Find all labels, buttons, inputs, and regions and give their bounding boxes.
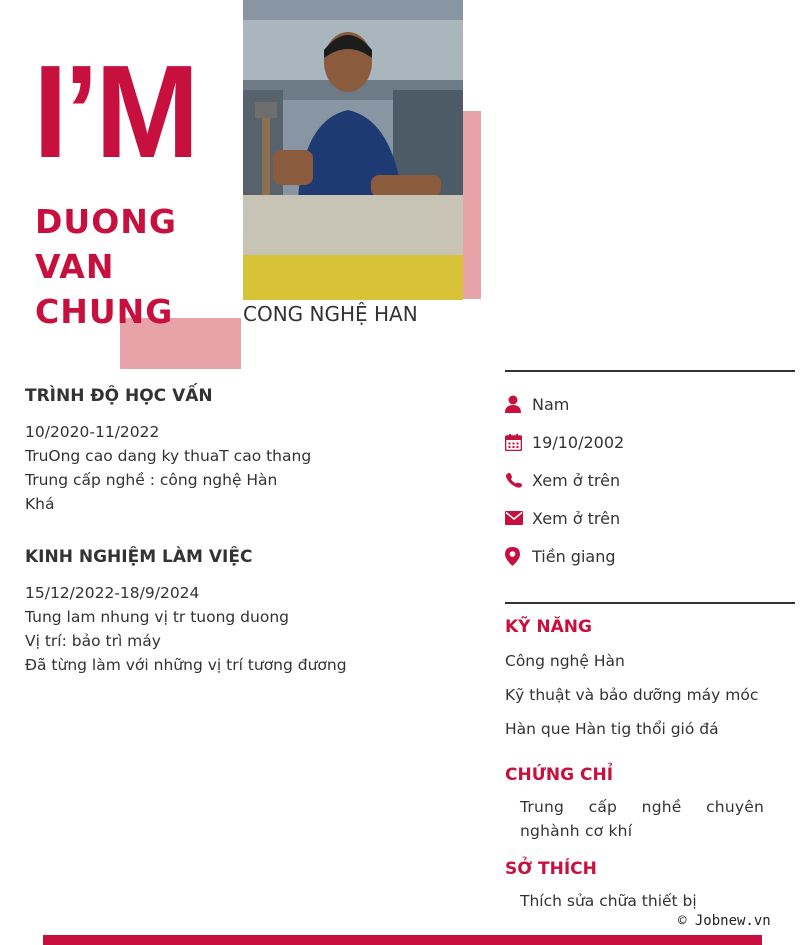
skill-item: Công nghệ Hàn	[505, 652, 625, 670]
experience-section	[25, 547, 465, 677]
education-title: TRÌNH ĐỘ HỌC VẤN	[25, 386, 213, 406]
hobbies-section	[505, 859, 795, 913]
education-section	[25, 386, 465, 516]
mail-icon	[505, 508, 532, 528]
divider-top	[505, 370, 795, 372]
info-birthday	[505, 423, 795, 461]
phone-value[interactable]: Xem ở trên	[532, 470, 621, 490]
name-line-3: CHUNG	[35, 292, 174, 331]
gender-value: Nam	[532, 394, 570, 414]
education-line: 10/2020-11/2022	[25, 423, 160, 441]
address-value: Tiền giang	[532, 546, 616, 566]
experience-line: 15/12/2022-18/9/2024	[25, 584, 200, 602]
calendar-icon	[505, 432, 532, 452]
info-gender	[505, 385, 795, 423]
experience-title: KINH NGHIỆM LÀM VIỆC	[25, 547, 253, 567]
certificate-text: Trung cấp nghề chuyên nghành cơ khí	[520, 798, 764, 840]
name-line-1: DUONG	[35, 202, 177, 241]
info-address	[505, 537, 795, 575]
location-pin-icon	[505, 546, 532, 566]
hobby-text: Thích sửa chữa thiết bị	[520, 892, 697, 910]
phone-icon	[505, 470, 532, 490]
job-title: CONG NGHỆ HAN	[243, 302, 418, 326]
photo-illustration	[243, 0, 463, 300]
skill-item: Hàn que Hàn tig thổi gió đá	[505, 720, 719, 738]
info-email	[505, 499, 795, 537]
email-value[interactable]: Xem ở trên	[532, 508, 621, 528]
person-icon	[505, 394, 532, 414]
divider-skills	[505, 602, 795, 604]
education-line: Khá	[25, 495, 55, 513]
skills-section	[505, 617, 795, 746]
education-line: TruOng cao dang ky thuaT cao thang	[25, 447, 312, 465]
footer-bar	[43, 935, 762, 945]
skills-title: KỸ NĂNG	[505, 617, 592, 637]
copyright-text: © Jobnew.vn	[678, 913, 771, 929]
experience-line: Đã từng làm với những vị trí tương đương	[25, 656, 347, 674]
profile-photo	[243, 0, 463, 300]
birthday-value: 19/10/2002	[532, 432, 625, 452]
candidate-name	[35, 199, 177, 334]
im-heading: I’M	[33, 38, 196, 185]
personal-info	[505, 385, 795, 575]
experience-line: Tung lam nhung vị tr tuong duong	[25, 608, 289, 626]
education-line: Trung cấp nghề : công nghệ Hàn	[25, 471, 278, 489]
experience-line: Vị trí: bảo trì máy	[25, 632, 161, 650]
hobbies-title: SỞ THÍCH	[505, 859, 597, 879]
certificates-section	[505, 765, 795, 843]
name-line-2: VAN	[35, 247, 115, 286]
info-phone	[505, 461, 795, 499]
decor-block-right	[463, 111, 481, 299]
certificates-title: CHỨNG CHỈ	[505, 765, 614, 785]
skill-item: Kỹ thuật và bảo dưỡng máy móc	[505, 686, 759, 704]
